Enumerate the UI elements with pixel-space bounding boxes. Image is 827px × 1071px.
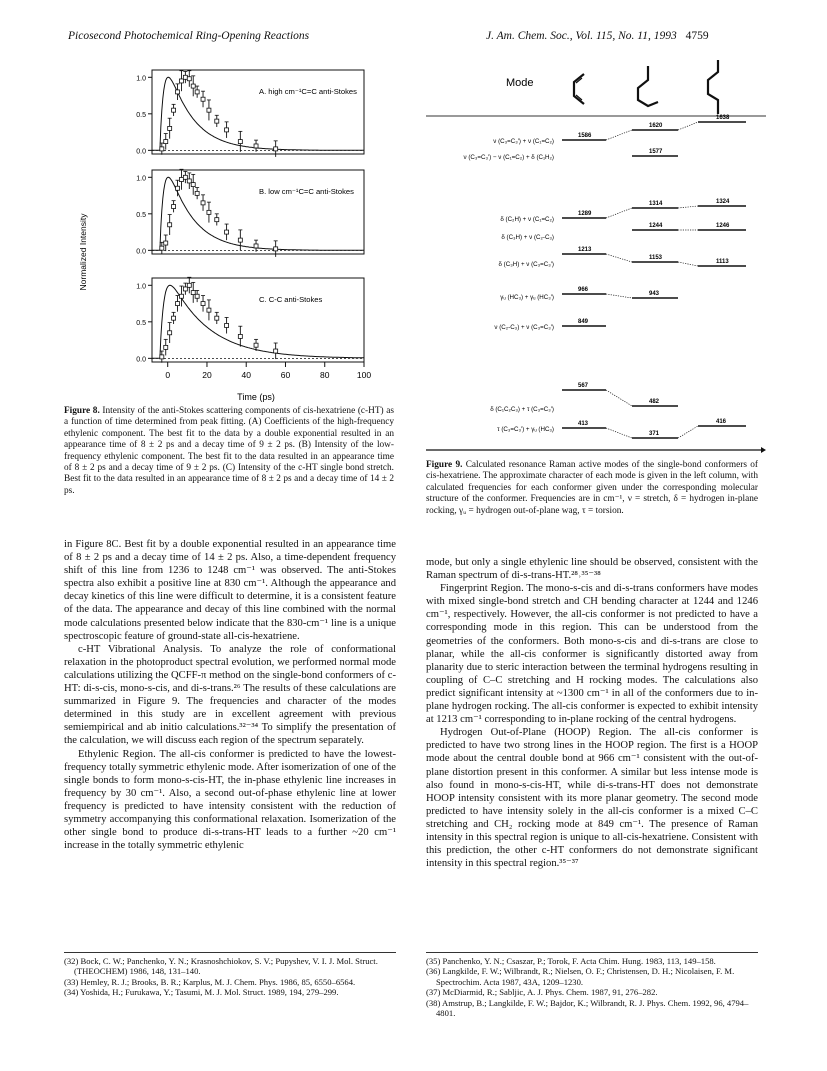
frequency-value: 1113 (716, 259, 729, 265)
panel-a-data-point (176, 90, 180, 94)
panel-b-data-point (207, 210, 211, 214)
panel-c-data-point (201, 302, 205, 306)
paragraph-vibrational-analysis: c-HT Vibrational Analysis. To analyze the role of conformational relaxation in the photoproduct spectral evolution, we performed normal mode calculations utilizing the QCFF-π method on the single-bond conformers of c-HT: di-s-cis, mono-s-cis, and di-s-trans.²⁶ The results of these calculations are summarized in Figure 9. The frequencies and character of the modes determined in this study are in excellent agreement with previous semiempirical and ab initio calculations.³²⁻³⁴ To simplify the presentation of the calculation, we will discuss each region of the spectrum separately. (64, 643, 396, 747)
frequency-value: 1620 (649, 123, 663, 129)
panel-a-data-point (164, 140, 168, 144)
page-number: 4759 (685, 30, 709, 42)
frequency-value: 1244 (649, 223, 663, 229)
panel-b-data-point (172, 205, 176, 209)
panel-c-ytick-label: 0.0 (136, 356, 146, 364)
panel-c-data-point (176, 302, 180, 306)
mode-label: δ (C₃H) + ν (C₃=C₃′) (498, 261, 554, 268)
mode-label: τ (C₃=C₃′) + γᵤ (HC₃) (497, 426, 554, 433)
frequency-value: 567 (578, 383, 589, 389)
panel-a-data-point (254, 144, 258, 148)
panel-c-data-point (274, 349, 278, 353)
footnote-rule-right (426, 952, 758, 953)
di-s-trans-structure-icon (708, 60, 718, 114)
panel-c-data-point (183, 287, 187, 291)
panel-b-label: B. low cm⁻¹C=C anti-Stokes (259, 187, 354, 196)
panel-a-data-point (195, 90, 199, 94)
paragraph-ethylenic-continued: mode, but only a single ethylenic line should be observed, consistent with the Raman spectrum of di-s-trans-HT.²⁸˒³⁵⁻³⁸ (426, 557, 758, 582)
x-axis-label: Time (ps) (237, 392, 275, 402)
panel-c-data-point (179, 294, 183, 298)
figure-9-diagram (426, 58, 766, 458)
panel-b-data-point (274, 247, 278, 251)
x-tick-label: 100 (356, 370, 372, 380)
panel-c-data-point (195, 294, 199, 298)
panel-a-data-point (187, 77, 191, 81)
panel-a-data-point (225, 128, 229, 132)
frequency-value: 413 (578, 421, 589, 427)
figure-9-caption (426, 460, 758, 517)
x-tick-label: 0 (165, 370, 171, 380)
correlation-line (678, 122, 698, 130)
panel-b-data-point (191, 183, 195, 187)
frequency-value: 482 (649, 399, 660, 405)
panel-b-data-point (201, 201, 205, 205)
mono-s-cis-structure-icon (638, 66, 658, 106)
panel-b-data-point (187, 179, 191, 183)
panel-a-label: A. high cm⁻¹C=C anti-Stokes (259, 87, 357, 96)
paragraph-fig8c: in Figure 8C. Best fit by a double exponential resulted in an appearance time of 8 ± 2 ps and a decay time of 14 ± 2 ps. Also, a time-dependent frequency shift of this line from 1236 to 1248 cm⁻¹ was observed. The anti-Stokes spectra also exhibit a positive line at 830 cm⁻¹. Although the appearance and decay kinetics of this line were difficult to determine, it is a consistent feature of the data. The appearance and decay of this line combined with the normal mode calculations presented below indicate that the 830-cm⁻¹ line is a unique spectroscopic feature of ground-state all-cis-hexatriene. (64, 539, 396, 642)
correlation-line (606, 294, 632, 298)
frequency-value: 1289 (578, 211, 592, 217)
mode-label: δ (C₁C₂C₃) + τ (C₃=C₃′) (490, 406, 554, 413)
panel-b-data-point (176, 186, 180, 190)
frequency-value: 943 (649, 291, 660, 297)
frequency-value: 966 (578, 287, 589, 293)
mode-label: δ (C₃H) + ν (C₂-C₃) (501, 234, 554, 241)
frequency-value: 1153 (649, 255, 663, 261)
mode-header: Mode (506, 77, 534, 89)
panel-b-frame (152, 170, 364, 254)
panel-b-data-point (238, 238, 242, 242)
frequency-value: 1213 (578, 247, 592, 253)
frequency-value: 849 (578, 319, 589, 325)
panel-b-data-point (195, 191, 199, 195)
reference-37: (37) McDiarmid, R.; Sabljic, A. J. Phys. Chem. 1987, 91, 276–282. (426, 987, 658, 998)
correlation-line (606, 130, 632, 140)
mode-label: ν (C₃=C₃′) + ν (C₁=C₂) (493, 138, 554, 145)
reference-38: (38) Amstrup, B.; Langkilde, F. W.; Bajdor, K.; Wilbrandt, R. J. Phys. Chem. 1992, 96, 4794–4801. (426, 997, 749, 1019)
panel-a-data-point (238, 140, 242, 144)
frequency-value: 1586 (578, 133, 592, 139)
panel-a-ytick-label: 0.0 (136, 148, 146, 156)
mode-label: ν (C₂-C₃) + ν (C₃=C₃′) (494, 324, 554, 331)
panel-a-data-point (160, 147, 164, 151)
panel-b-data-point (160, 246, 164, 250)
panel-c-data-point (164, 345, 168, 349)
mode-label: γᵤ (HC₃) + γᵤ (HC₃′) (500, 294, 554, 301)
panel-c-label: C. C-C anti-Stokes (259, 295, 323, 304)
paragraph-ethylenic-region: Ethylenic Region. The all-cis conformer is predicted to have the lowest-frequency totally symmetric ethylenic mode. After isomerization of one of the single bonds to form mono-s-cis-HT, the in-phase ethylenic line increases in frequency by 30 cm⁻¹. Also, a second out-of-phase ethylenic line at lower frequency is predicted to have intensity consistent with the reduction of symmetry accompanying this conformational relaxation. Isomerization of the other single bond to produce di-s-trans-HT leads to a further ~20 cm⁻¹ increase in the totally symmetric ethylenic (64, 748, 396, 852)
panel-a-data-point (168, 126, 172, 130)
footnote-rule-left (64, 952, 396, 953)
frequency-value: 1324 (716, 199, 730, 205)
panel-c-data-point (238, 334, 242, 338)
panel-a-ytick-label: 1.0 (136, 75, 146, 83)
frequency-value: 1577 (649, 149, 663, 155)
mode-label: ν (C₃=C₃′) − ν (C₁=C₂) + δ (C₁H₂) (463, 154, 554, 161)
x-tick-label: 20 (202, 370, 212, 380)
correlation-line (678, 206, 698, 208)
panel-b-data-point (168, 223, 172, 227)
journal-citation: J. Am. Chem. Soc., Vol. 115, No. 11, 1993 (486, 30, 677, 42)
panel-a-data-point (207, 108, 211, 112)
running-header-right (486, 30, 709, 42)
panel-c-data-point (168, 331, 172, 335)
panel-b-data-point (179, 177, 183, 181)
di-s-cis-structure-icon (574, 74, 584, 104)
figure-9-caption-title: Figure 9. (426, 460, 463, 470)
frequency-value: 416 (716, 419, 727, 425)
frequency-value: 1638 (716, 115, 730, 121)
arrow-head-icon (761, 447, 766, 453)
reference-32: (32) Bock, C. W.; Panchenko, Y. N.; Krasnoshchiokov, S. V.; Pupyshev, V. I. J. Mol. Struct. (THEOCHEM) 1986, 148, 131–140. (64, 956, 378, 977)
panel-b-data-point (215, 218, 219, 222)
panel-c-data-point (215, 316, 219, 320)
x-tick-label: 60 (280, 370, 291, 380)
correlation-line (606, 254, 632, 262)
panel-b-ytick-label: 0.5 (136, 211, 146, 219)
right-column-body (426, 556, 758, 870)
panel-c-data-point (191, 291, 195, 295)
figure-8-chart (64, 62, 394, 402)
panel-a-data-point (172, 108, 176, 112)
panel-a-data-point (215, 119, 219, 123)
running-header-left: Picosecond Photochemical Ring-Opening Reactions (68, 30, 310, 42)
figure-9-caption-text: Calculated resonance Raman active modes of the single-bond conformers of cis-hexatriene. The approximate character of each mode is given in the left column, with calculated frequencies for each conformer given under the corresponding molecular structure of the conformer. Frequencies are in cm⁻¹, ν = stretch, δ = hydrogen in-plane rocking, γᵤ = hydrogen out-of-plane wag, τ = torsion. (426, 460, 758, 516)
panel-b-data-point (225, 230, 229, 234)
panel-a-data-point (274, 147, 278, 151)
panel-b-ytick-label: 1.0 (136, 175, 146, 183)
panel-b-data-point (183, 175, 187, 179)
panel-a-data-point (179, 79, 183, 83)
references-left (64, 956, 396, 998)
y-axis-label: Normalized Intensity (78, 213, 88, 291)
panel-c-data-point (254, 343, 258, 347)
frequency-value: 371 (649, 431, 660, 437)
panel-c-data-point (187, 283, 191, 287)
mode-label: δ (C₂H) + ν (C₁=C₂) (500, 216, 554, 223)
reference-35: (35) Panchenko, Y. N.; Csaszar, P.; Torok, F. Acta Chim. Hung. 1983, 113, 149–158. (426, 956, 716, 966)
panel-c-data-point (160, 355, 164, 359)
paragraph-fingerprint-region: Fingerprint Region. The mono-s-cis and di-s-trans conformers have modes with mixed single-bond stretch and CH bending character at 1244 and 1246 cm⁻¹, respectively. However, the all-cis conformer is not predicted to have a corresponding mode in this region. This can be understood from the geometries of the conformers. Both mono-s-cis and di-s-trans are close to planar, while the all-cis conformer is significantly distorted away from planarity due to steric interaction between the terminal hydrogens resulting in coupling of C–C stretching and H rocking modes. The calculations also predict significant intensity at ~1300 cm⁻¹ in all of the conformers due to in-plane hydrogen rocking. The all-cis conformer is expected to exhibit intensity at 1213 cm⁻¹ corresponding to in-plane rocking of the central hydrogens. (426, 583, 758, 726)
panel-b-ytick-label: 0.0 (136, 248, 146, 256)
panel-c-data-point (225, 323, 229, 327)
correlation-line (606, 208, 632, 218)
x-tick-label: 80 (320, 370, 330, 380)
correlation-line (678, 426, 698, 438)
panel-b-data-point (164, 241, 168, 245)
left-column-body (64, 538, 396, 852)
correlation-line (606, 390, 632, 406)
figure-8-caption-title: Figure 8. (64, 406, 100, 416)
frequency-value: 1246 (716, 223, 730, 229)
panel-b-data-point (254, 244, 258, 248)
figure-8-caption (64, 406, 394, 497)
panel-a-ytick-label: 0.5 (136, 111, 146, 119)
panel-a-data-point (201, 97, 205, 101)
panel-c-data-point (207, 308, 211, 312)
reference-34: (34) Yoshida, H.; Furukawa, Y.; Tasumi, M. J. Mol. Struct. 1989, 194, 279–299. (64, 987, 339, 998)
panel-a-data-point (183, 75, 187, 79)
correlation-line (678, 262, 698, 266)
panel-c-ytick-label: 0.5 (136, 319, 146, 327)
references-right (426, 956, 758, 1018)
paragraph-hoop-region: Hydrogen Out-of-Plane (HOOP) Region. The all-cis conformer is predicted to have two strong lines in the HOOP region. The first is a HOOP mode about the central double bond at 966 cm⁻¹ consistent with the out-of-plane distortion present in this conformer. A similar but less intense mode is also found in mono-s-cis-HT, while di-s-trans-HT does not demonstrate HOOP intensity consistent with its more planar geometry. The second mode predicted to have intensity solely in the all-cis conformer is a mixed C–C stretching and CH₂ rocking mode at 849 cm⁻¹. The presence of Raman intensity in this spectral region is unique to all-cis-hexatriene. Consistent with this prediction, the other c-HT conformers do not demonstrate significant intensity in this spectral region.³⁵⁻³⁷ (426, 727, 758, 870)
panel-c-data-point (172, 316, 176, 320)
reference-36: (36) Langkilde, F. W.; Wilbrandt, R.; Nielsen, O. F.; Christensen, D. H.; Nicolaisen, F. M. Spectrochim. Acta 1987, 43A, 1209–1230. (426, 966, 735, 987)
figure-8-caption-text: Intensity of the anti-Stokes scattering components of cis-hexatriene (c-HT) as a function of time determined from peak fitting. (A) Coefficients of the high-frequency ethylenic component. The best fit to the data by a double exponential resulted in an appearance time of 8 ± 2 ps and a decay time of 9 ± 2 ps. (B) Intensity of the low-frequency ethylenic component. The best fit to the data resulted in an appearance time of 8 ± 2 ps and a decay time of 9 ± 2 ps. (C) Intensity of the c-HT single bond stretch. Best fit to the data resulted in an appearance time of 8 ± 2 ps and a decay time of 14 ± 2 ps. (64, 406, 395, 496)
panel-a-data-point (191, 84, 195, 88)
reference-33: (33) Hemley, R. J.; Brooks, B. R.; Karplus, M. J. Chem. Phys. 1986, 85, 6550–6564. (64, 976, 356, 987)
panel-c-ytick-label: 1.0 (136, 283, 146, 291)
x-tick-label: 40 (241, 370, 251, 380)
correlation-line (606, 428, 632, 438)
frequency-value: 1314 (649, 201, 663, 207)
